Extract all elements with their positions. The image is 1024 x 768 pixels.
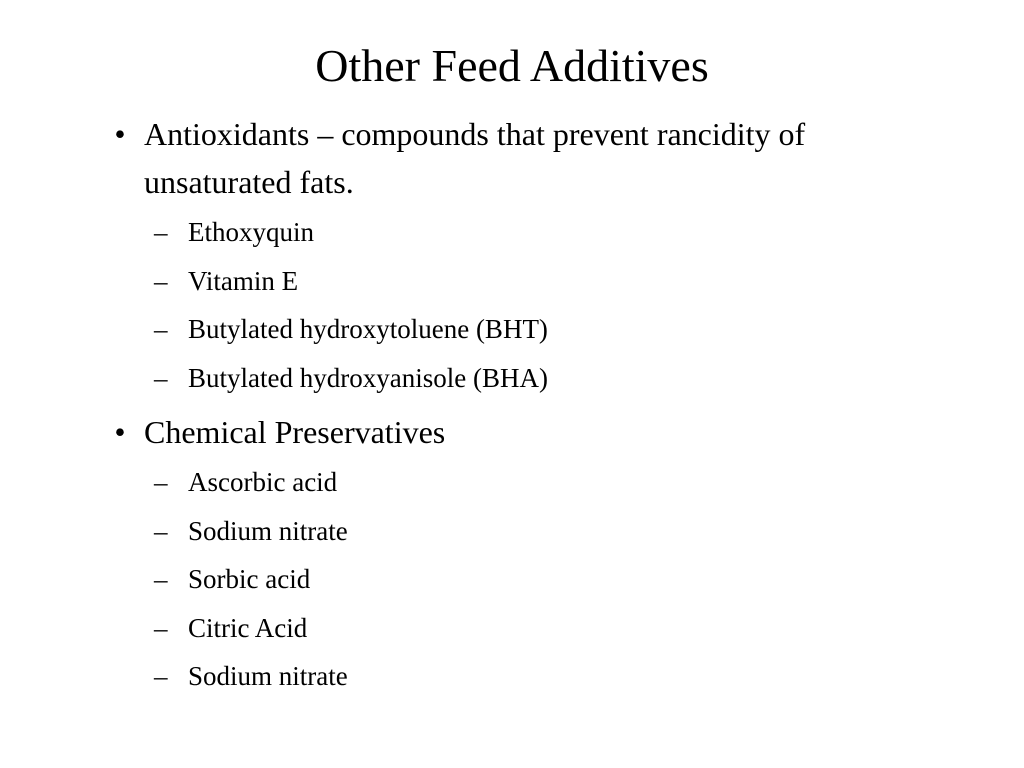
list-item-text: Citric Acid bbox=[188, 612, 308, 643]
list-item bbox=[100, 354, 950, 403]
list-item-text: Butylated hydroxyanisole (BHA) bbox=[188, 362, 548, 393]
dash-marker: – bbox=[154, 265, 168, 296]
bullet-text: Antioxidants – compounds that prevent rancidity of unsaturated fats. bbox=[144, 116, 806, 200]
dash-marker: – bbox=[154, 661, 168, 691]
bullet-text: Chemical Preservatives bbox=[144, 414, 446, 450]
dash-marker: – bbox=[154, 564, 168, 594]
list-item-text: Sodium nitrate bbox=[188, 515, 348, 546]
list-item bbox=[100, 604, 950, 653]
list-item bbox=[100, 652, 950, 701]
bullet-marker: • bbox=[114, 414, 126, 450]
dash-marker: – bbox=[154, 612, 168, 643]
list-item bbox=[100, 208, 950, 257]
list-item bbox=[100, 507, 950, 556]
list-item bbox=[100, 458, 950, 507]
bullet-marker: • bbox=[114, 116, 126, 152]
list-item-text: Vitamin E bbox=[188, 265, 299, 296]
list-item-text: Butylated hydroxytoluene (BHT) bbox=[188, 314, 548, 344]
dash-marker: – bbox=[154, 467, 168, 497]
dash-marker: – bbox=[154, 362, 168, 393]
list-item bbox=[100, 257, 950, 306]
list-item-text: Sodium nitrate bbox=[188, 661, 348, 691]
bullet-antioxidants bbox=[100, 110, 950, 206]
dash-marker: – bbox=[154, 314, 168, 344]
list-item bbox=[100, 305, 950, 354]
list-item-text: Sorbic acid bbox=[188, 564, 311, 594]
dash-marker: – bbox=[154, 217, 168, 247]
dash-marker: – bbox=[154, 515, 168, 546]
antioxidants-sublist bbox=[100, 208, 950, 402]
slide-title: Other Feed Additives bbox=[315, 40, 709, 91]
list-item bbox=[100, 555, 950, 604]
preservatives-sublist bbox=[100, 458, 950, 701]
bullet-chemical-preservatives bbox=[100, 408, 950, 456]
list-item-text: Ascorbic acid bbox=[188, 467, 338, 497]
slide-content bbox=[100, 110, 950, 707]
list-item-text: Ethoxyquin bbox=[188, 217, 314, 247]
